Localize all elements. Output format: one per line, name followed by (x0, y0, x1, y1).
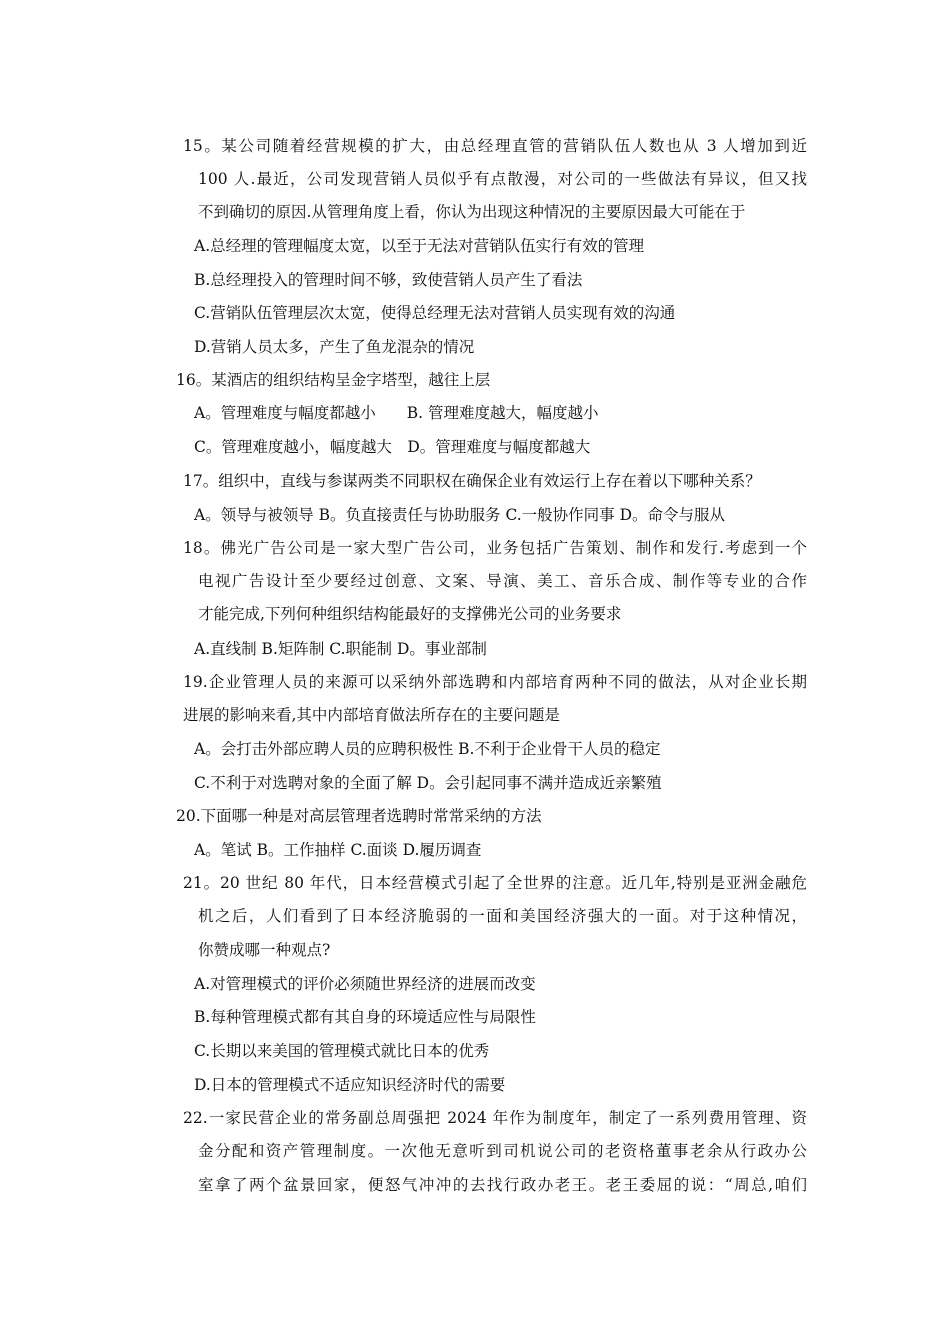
question-16-options-ab: A。管理难度与幅度都越小 B. 管理难度越大，幅度越小 (194, 404, 599, 422)
question-20-stem-line-1: 20.下面哪一种是对高层管理者选聘时常常采纳的方法 (176, 807, 542, 825)
question-21-stem-line-3: 你赞成哪一种观点? (198, 941, 331, 959)
question-19-options-ab: A。会打击外部应聘人员的应聘积极性 B.不利于企业骨干人员的稳定 (194, 740, 661, 758)
question-15-stem-line-1: 15。某公司随着经营规模的扩大，由总经理直管的营销队伍人数也从 3 人增加到近 (183, 137, 807, 155)
question-19-options-cd: C.不利于对选聘对象的全面了解 D。会引起同事不满并造成近亲繁殖 (194, 774, 662, 792)
question-16-stem-line-1: 16。某酒店的组织结构呈金字塔型，越往上层 (176, 371, 491, 389)
question-18-stem-line-2: 电视广告设计至少要经过创意、文案、导演、美工、音乐合成、制作等专业的合作 (198, 572, 807, 590)
question-17-stem-line-1: 17。组织中，直线与参谋两类不同职权在确保企业有效运行上存在着以下哪种关系？ (183, 472, 761, 490)
question-22-stem-line-2: 金分配和资产管理制度。一次他无意听到司机说公司的老资格董事老余从行政办公 (198, 1142, 807, 1160)
question-21-stem-line-1: 21。20 世纪 80 年代，日本经营模式引起了全世界的注意。近几年,特别是亚洲金融危 (183, 874, 807, 892)
question-22-stem-line-1: 22.一家民营企业的常务副总周强把 2024 年作为制度年，制定了一系列费用管理、资 (183, 1109, 807, 1127)
question-15-option-b: B.总经理投入的管理时间不够，致使营销人员产生了看法 (194, 271, 583, 289)
question-21-stem-line-2: 机之后，人们看到了日本经济脆弱的一面和美国经济强大的一面。对于这种情况， (198, 907, 807, 925)
question-18-stem-line-1: 18。佛光广告公司是一家大型广告公司，业务包括广告策划、制作和发行.考虑到一个 (183, 539, 807, 557)
question-19-stem-line-1: 19.企业管理人员的来源可以采纳外部选聘和内部培育两种不同的做法，从对企业长期 (183, 673, 807, 691)
question-17-options: A。领导与被领导 B。负直接责任与协助服务 C.一般协作同事 D。命令与服从 (194, 506, 726, 524)
question-22-stem-line-3: 室拿了两个盆景回家，便怒气冲冲的去找行政办老王。老王委屈的说：“周总,咱们 (198, 1176, 807, 1194)
question-19-stem-line-2: 进展的影响来看,其中内部培育做法所存在的主要问题是 (183, 706, 560, 724)
question-21-option-b: B.每种管理模式都有其自身的环境适应性与局限性 (194, 1008, 536, 1026)
question-15-stem-line-3: 不到确切的原因.从管理角度上看，你认为出现这种情况的主要原因最大可能在于 (198, 203, 746, 221)
question-15-option-c: C.营销队伍管理层次太宽，使得总经理无法对营销人员实现有效的沟通 (194, 304, 676, 322)
question-20-options: A。笔试 B。工作抽样 C.面谈 D.履历调查 (194, 841, 482, 859)
question-18-options: A.直线制 B.矩阵制 C.职能制 D。事业部制 (194, 640, 487, 658)
question-15-option-a: A.总经理的管理幅度太宽，以至于无法对营销队伍实行有效的管理 (194, 237, 645, 255)
question-15-option-d: D.营销人员太多，产生了鱼龙混杂的情况 (194, 338, 475, 356)
question-15-stem-line-2: 100 人.最近，公司发现营销人员似乎有点散漫，对公司的一些做法有异议，但又找 (198, 170, 807, 188)
question-21-option-d: D.日本的管理模式不适应知识经济时代的需要 (194, 1076, 506, 1094)
question-16-options-cd: C。管理难度越小，幅度越大 D。管理难度与幅度都越大 (194, 438, 591, 456)
question-18-stem-line-3: 才能完成,下列何种组织结构能最好的支撑佛光公司的业务要求 (198, 605, 622, 623)
question-21-option-a: A.对管理模式的评价必须随世界经济的进展而改变 (194, 975, 536, 993)
question-21-option-c: C.长期以来美国的管理模式就比日本的优秀 (194, 1042, 490, 1060)
